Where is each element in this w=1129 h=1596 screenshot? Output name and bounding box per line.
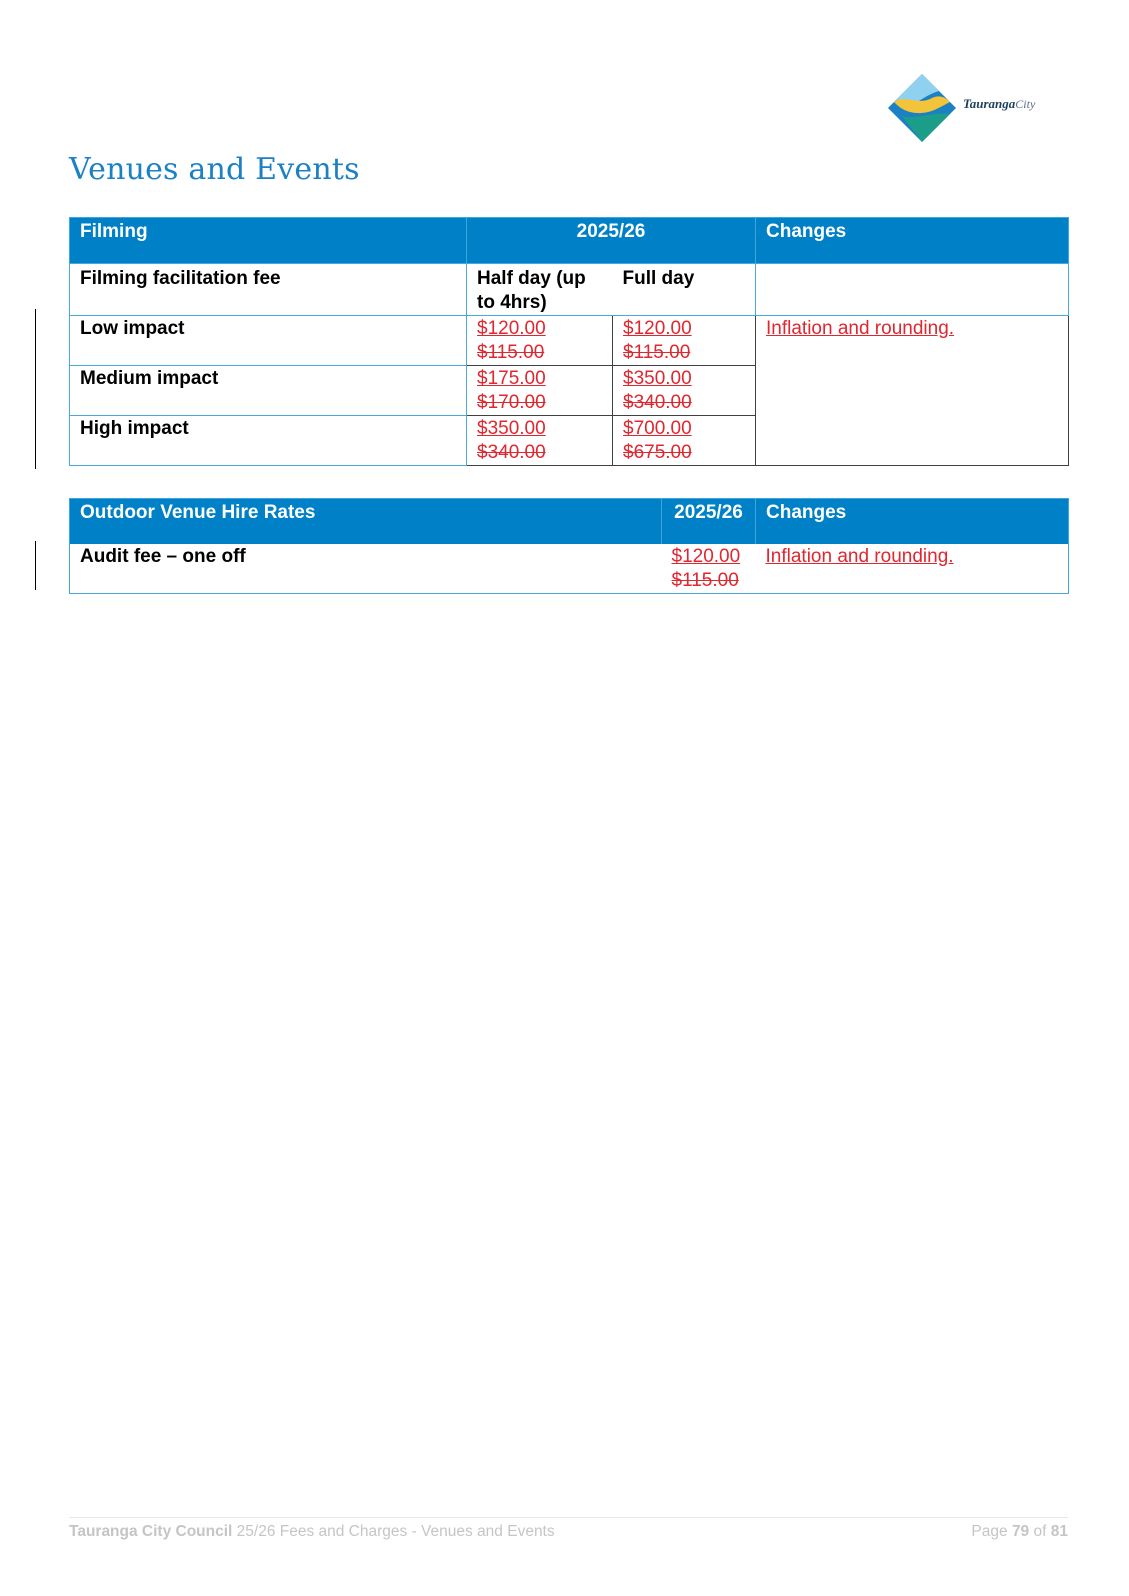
change-note-cell <box>756 316 1069 466</box>
table-subheader-row <box>70 264 1069 316</box>
logo-text: TaurangaCity <box>963 96 1036 111</box>
filming-header: Filming <box>70 218 467 264</box>
new-price: $120.00 <box>671 546 741 567</box>
old-price: $170.00 <box>477 392 546 413</box>
year-header: 2025/26 <box>662 499 756 545</box>
full-day-cell <box>613 416 756 466</box>
sub-half-day: Half day (up to 4hrs) <box>467 264 613 316</box>
row-label: Medium impact <box>70 366 467 416</box>
row-label: Audit fee – one off <box>70 544 662 594</box>
footer-page <box>971 1523 1068 1541</box>
table-row <box>70 544 1069 594</box>
old-price: $675.00 <box>623 442 692 463</box>
page-footer <box>69 1517 1068 1540</box>
table-header-row <box>70 499 1069 545</box>
change-note-cell <box>756 544 1069 594</box>
logo-mark-icon <box>888 72 968 144</box>
footer-doc: 25/26 Fees and Charges - Venues and Events <box>236 1523 555 1540</box>
change-note: Inflation and rounding. <box>765 546 954 567</box>
table-header-row <box>70 218 1069 264</box>
footer-left <box>69 1523 555 1541</box>
price-cell <box>662 544 756 594</box>
changes-header: Changes <box>756 218 1069 264</box>
new-price: $120.00 <box>477 318 546 339</box>
page-title: Venues and Events <box>69 152 360 187</box>
new-price: $120.00 <box>623 318 692 339</box>
change-note: Inflation and rounding. <box>766 318 955 339</box>
new-price: $350.00 <box>623 368 692 389</box>
old-price: $340.00 <box>477 442 546 463</box>
table-row <box>70 316 1069 366</box>
half-day-cell <box>467 416 613 466</box>
outdoor-header: Outdoor Venue Hire Rates <box>70 499 662 545</box>
footer-org: Tauranga City Council <box>69 1523 233 1540</box>
row-label: High impact <box>70 416 467 466</box>
sub-full-day: Full day <box>613 264 756 316</box>
revision-change-bar <box>35 541 36 590</box>
new-price: $175.00 <box>477 368 546 389</box>
page-of: of <box>1033 1523 1047 1540</box>
filming-table <box>69 217 1069 466</box>
page-number: 79 <box>1011 1523 1030 1540</box>
revision-change-bar <box>35 309 36 469</box>
new-price: $700.00 <box>623 418 692 439</box>
old-price: $115.00 <box>623 342 691 363</box>
new-price: $350.00 <box>477 418 546 439</box>
sub-changes-empty <box>756 264 1069 316</box>
changes-header: Changes <box>756 499 1069 545</box>
year-header: 2025/26 <box>467 218 756 264</box>
half-day-cell <box>467 366 613 416</box>
old-price: $115.00 <box>671 570 739 591</box>
half-day-cell <box>467 316 613 366</box>
page-total: 81 <box>1050 1523 1068 1540</box>
outdoor-venue-table <box>69 498 1069 594</box>
full-day-cell <box>613 316 756 366</box>
row-label: Low impact <box>70 316 467 366</box>
old-price: $115.00 <box>477 342 545 363</box>
page-prefix: Page <box>971 1523 1008 1540</box>
full-day-cell <box>613 366 756 416</box>
sub-label: Filming facilitation fee <box>70 264 467 316</box>
old-price: $340.00 <box>623 392 692 413</box>
